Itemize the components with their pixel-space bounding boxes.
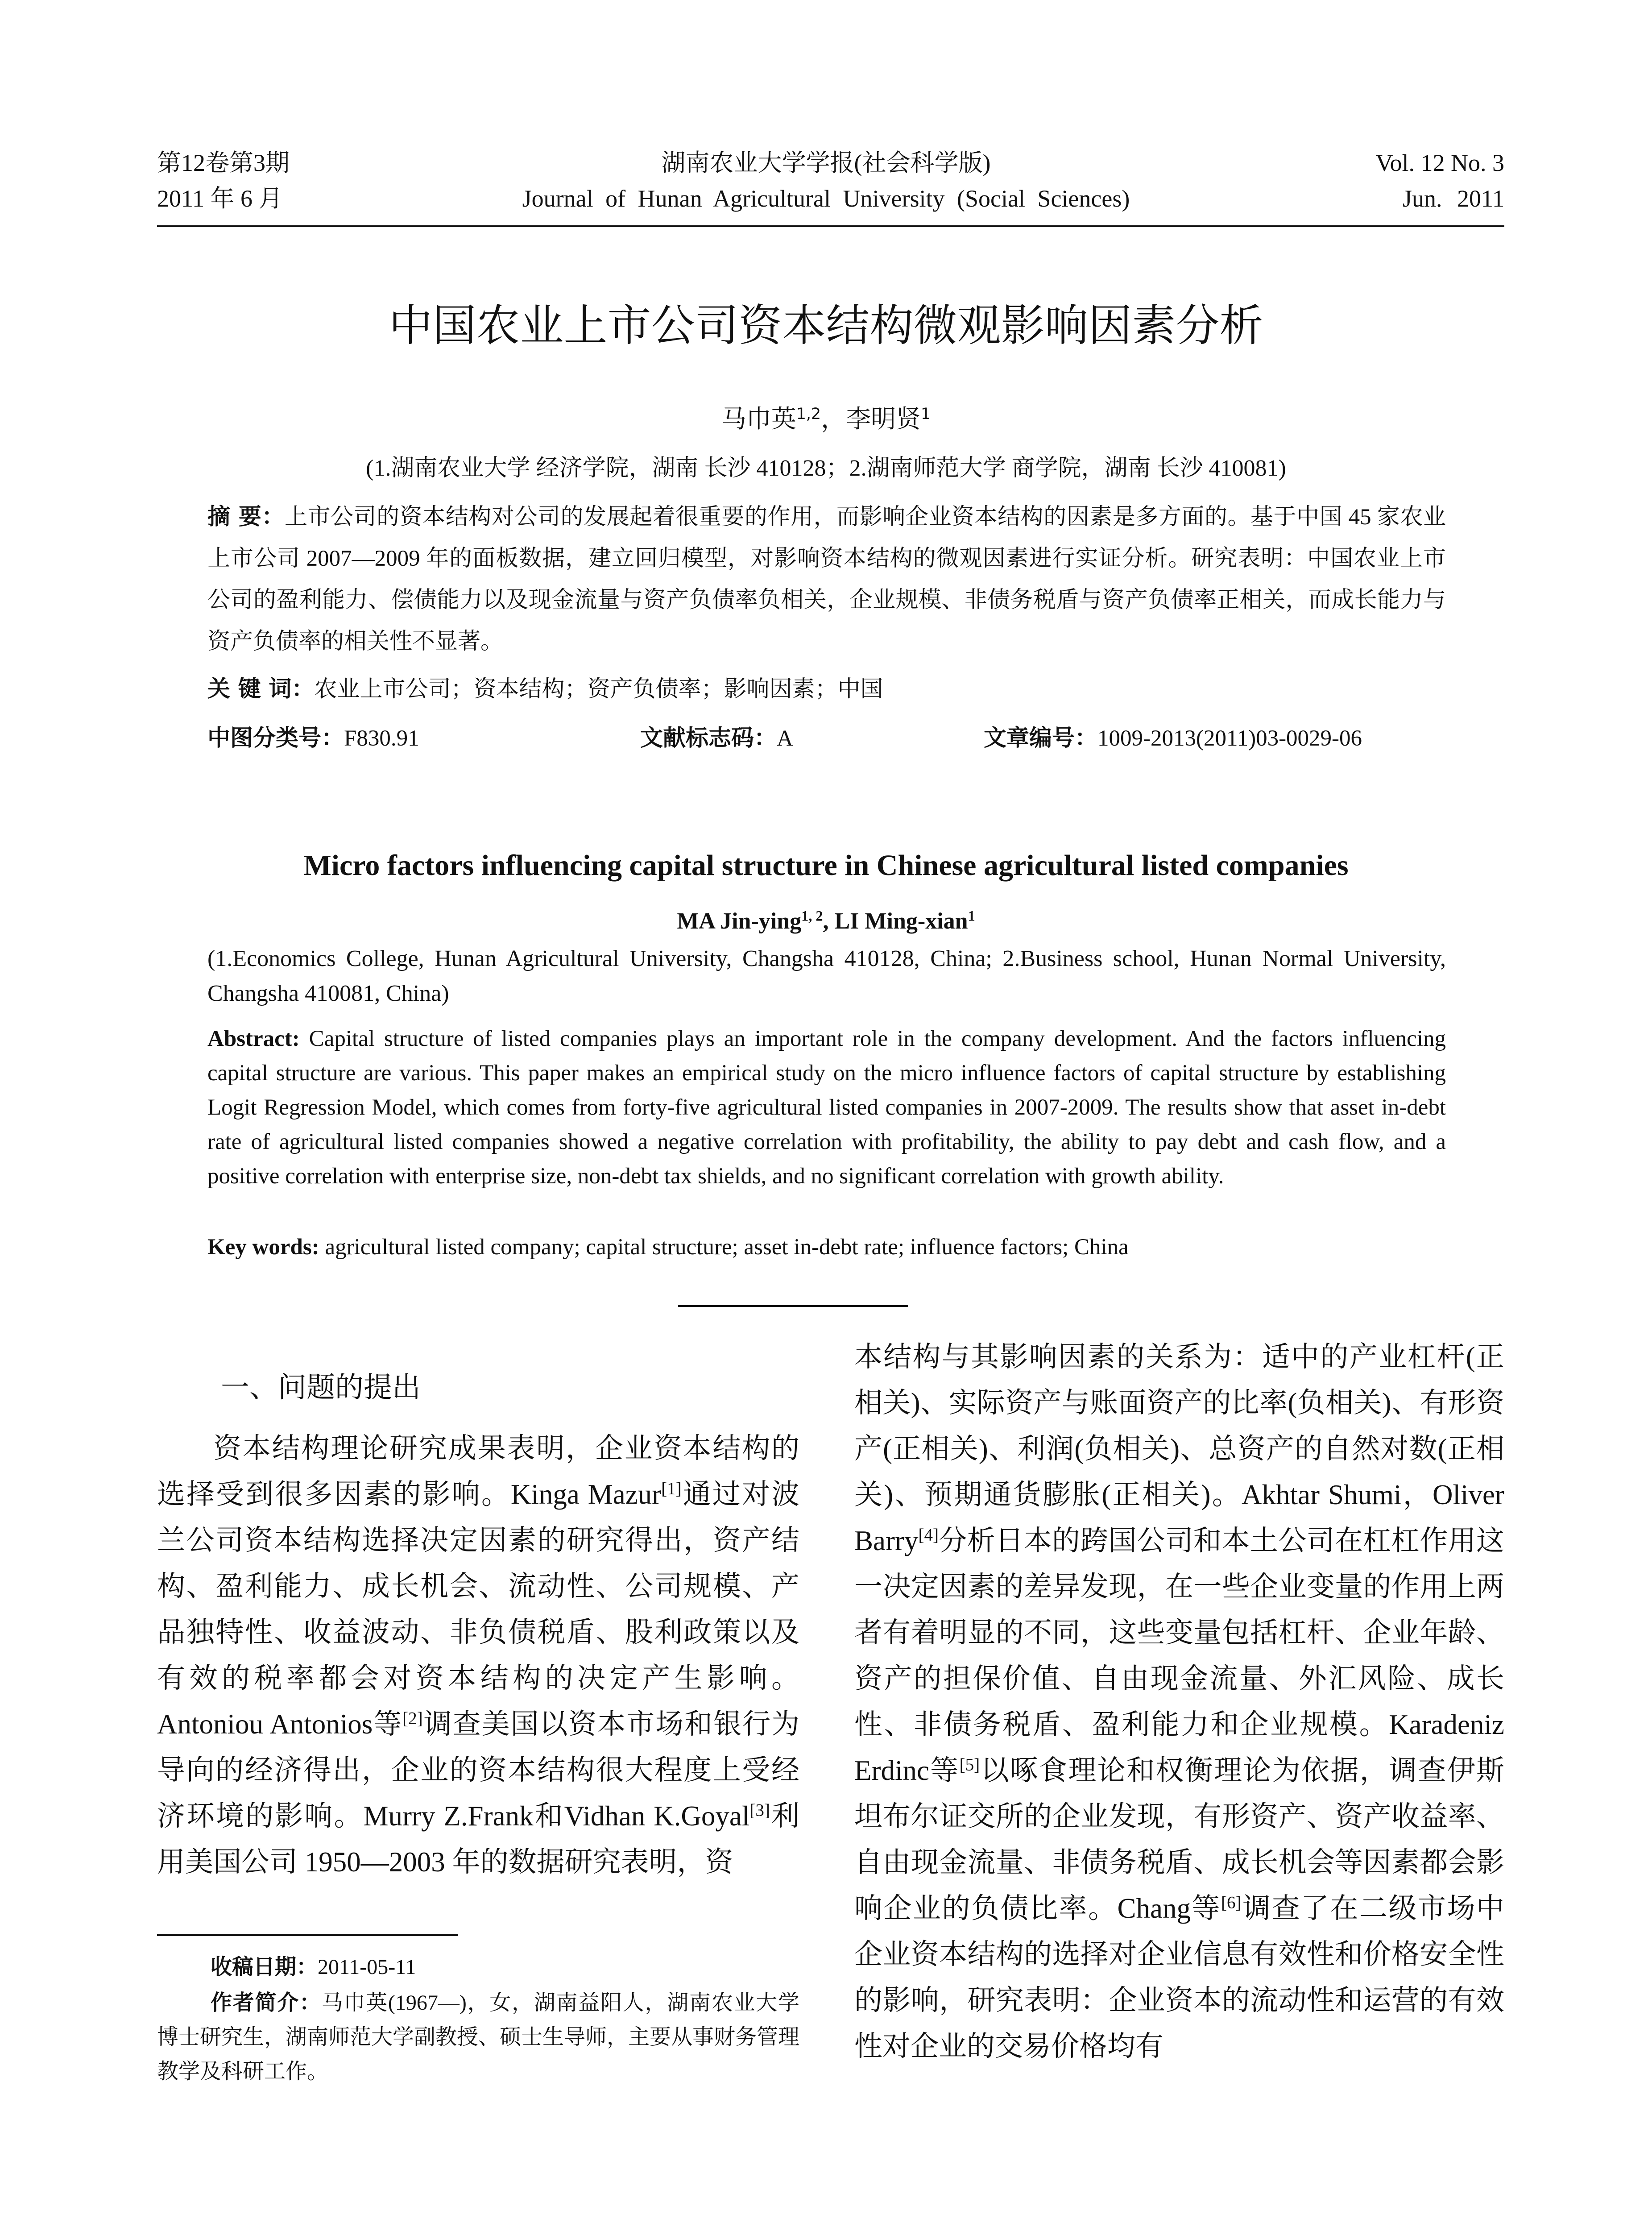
article-title-en: Micro factors influencing capital structure in Chinese agricultural listed companies xyxy=(303,849,1349,882)
right-para-text-2: 分析日本的跨国公司和本土公司在杠杠作用这一决定因素的差异发现，在一些企业变量的作用上两者有着明显的不同，这些变量包括杠杆、企业年龄、资产的担保价值、自由现金流量、外汇风险、成长性、非债务税盾、盈利能力和企业规模。Karadeniz Erdinc等 xyxy=(854,1525,1504,1786)
publication-date: 2011 年 6 月 xyxy=(157,185,283,212)
author-bio xyxy=(157,1986,799,2089)
left-para-text-4: 利用美国公司 1950—2003 年的数据研究表明，资 xyxy=(157,1800,800,1878)
authors-en xyxy=(0,904,1652,939)
citation-5: [5] xyxy=(959,1755,980,1775)
author-1-name: 马巾英 xyxy=(721,405,796,434)
journal-name-en: Journal of Hunan Agricultural University (Social Sciences) xyxy=(522,185,1130,212)
citation-2: [2] xyxy=(402,1708,423,1728)
citation-6: [6] xyxy=(1221,1893,1242,1912)
article-number-label: 文章编号： xyxy=(984,725,1098,751)
keywords-cn xyxy=(207,672,1446,707)
document-code-label: 文献标志码： xyxy=(640,725,777,751)
citation-4: [4] xyxy=(918,1525,939,1545)
author-separator-en: , xyxy=(823,908,835,934)
abstract-en-text: Capital structure of listed companies plays an important role in the company development. And the factors influencing capital structure are various. This paper makes an empirical study on the micro influence factors of capital structure by establishing Logit Regression Model, which comes from forty-five agricultural listed companies in 2007-2009. The results show that asset in-debt rate of agricultural listed companies showed a negative correlation with profitability, the ability to pay debt and cash flow, and a positive correlation with enterprise size, non-debt tax shields, and no significant correlation with growth ability. xyxy=(207,1026,1446,1189)
section-heading: 一、问题的提出 xyxy=(221,1371,421,1404)
author-1-name-en: MA Jin-ying xyxy=(677,908,802,934)
author-2-name-en: LI Ming-xian xyxy=(834,908,968,934)
author-2-affil-sup-en: 1 xyxy=(968,908,975,924)
left-para-text-2: 通过对波兰公司资本结构选择决定因素的研究得出，资产结构、盈利能力、成长机会、流动性、公司规模、产品独特性、收益波动、非负债税盾、股利政策以及有效的税率都会对资本结构的决定产生影响。Antoniou Antonios等 xyxy=(157,1479,799,1740)
author-2-name: 李明贤 xyxy=(846,405,921,434)
abstract-cn-label: 摘 要： xyxy=(207,504,285,530)
header-rule xyxy=(157,225,1504,227)
clc-number xyxy=(207,721,419,756)
document-code xyxy=(640,721,793,756)
body-column-left xyxy=(157,1426,799,1885)
keywords-en xyxy=(207,1229,1446,1265)
document-code-value: A xyxy=(777,726,793,751)
received-date-label: 收稿日期： xyxy=(211,1954,318,1979)
author-1-affil-sup-en: 1, 2 xyxy=(801,908,823,924)
citation-3: [3] xyxy=(749,1800,770,1820)
keywords-en-label: Key words: xyxy=(207,1235,319,1260)
date-en: Jun. 2011 xyxy=(1402,185,1504,212)
author-separator: ， xyxy=(821,405,846,434)
footnote-rule xyxy=(157,1934,458,1936)
abstract-cn-text: 上市公司的资本结构对公司的发展起着很重要的作用，而影响企业资本结构的因素是多方面的。基于中国 45 家农业上市公司 2007—2009 年的面板数据，建立回归模型，对影响资本结构的微观因素进行实证分析。研究表明：中国农业上市公司的盈利能力、偿债能力以及现金流量与资产负债率负相关，企业规模、非债务税盾与资产负债率正相关，而成长能力与资产负债率的相关性不显著。 xyxy=(207,505,1446,654)
clc-label: 中图分类号： xyxy=(207,725,344,751)
citation-1: [1] xyxy=(661,1479,682,1498)
article-number xyxy=(984,721,1362,756)
abstract-en-label: Abstract: xyxy=(207,1026,300,1051)
author-bio-text: 马巾英(1967—)，女，湖南益阳人，湖南农业大学博士研究生，湖南师范大学副教授、硕士生导师，主要从事财务管理教学及科研工作。 xyxy=(157,1991,800,2083)
right-para-text-1: 本结构与其影响因素的关系为：适中的产业杠杆(正相关)、实际资产与账面资产的比率(负相关)、有形资产(正相关)、利润(负相关)、总资产的自然对数(正相关)、预期通货膨胀(正相关)。Akhtar Shumi，Oliver Barry xyxy=(854,1341,1504,1556)
keywords-cn-text: 农业上市公司；资本结构；资产负债率；影响因素；中国 xyxy=(314,677,883,702)
affiliation-en: (1.Economics College, Hunan Agricultural University, Changsha 410128, China; 2.Business school, Hunan Normal University, Changsha 410081, China) xyxy=(207,946,1446,1006)
author-1-affil-sup: 1,2 xyxy=(796,405,821,423)
received-date xyxy=(157,1950,799,1984)
abstract-cn xyxy=(207,496,1446,663)
article-number-value: 1009-2013(2011)03-0029-06 xyxy=(1097,726,1362,751)
received-date-value: 2011-05-11 xyxy=(318,1955,416,1979)
right-para-text-3: 以啄食理论和权衡理论为依据，调查伊斯坦布尔证交所的企业发现，有形资产、资产收益率、自由现金流量、非债务税盾、成长机会等因素都会影响企业的负债比率。Chang等 xyxy=(854,1755,1505,1924)
author-bio-label: 作者简介： xyxy=(211,1990,322,2015)
body-column-right xyxy=(854,1334,1504,2069)
article-title-cn: 中国农业上市公司资本结构微观影响因素分析 xyxy=(389,300,1263,351)
left-para-text-1: 资本结构理论研究成果表明，企业资本结构的选择受到很多因素的影响。Kinga Mazur xyxy=(157,1433,799,1510)
authors-cn xyxy=(0,402,1652,437)
journal-name-cn: 湖南农业大学学报(社会科学版) xyxy=(661,149,991,176)
keywords-cn-label: 关 键 词： xyxy=(207,676,315,702)
abstract-en xyxy=(207,1022,1446,1194)
section-divider xyxy=(678,1305,908,1307)
author-2-affil-sup: 1 xyxy=(921,405,931,423)
volume-issue: 第12卷第3期 xyxy=(157,149,290,176)
right-para-text-4: 调查了在二级市场中企业资本结构的选择对企业信息有效性和价格安全性的影响，研究表明：企业资本的流动性和运营的有效性对企业的交易价格均有 xyxy=(854,1893,1505,2062)
volume-en: Vol. 12 No. 3 xyxy=(1375,149,1504,176)
affiliation-cn: (1.湖南农业大学 经济学院，湖南 长沙 410128；2.湖南师范大学 商学院，湖南 长沙 410081) xyxy=(366,456,1286,481)
left-para-text-3: 调查美国以资本市场和银行为导向的经济得出，企业的资本结构很大程度上受经济环境的影响。Murry Z.Frank和Vidhan K.Goyal xyxy=(157,1708,799,1832)
keywords-en-text: agricultural listed company; capital structure; asset in-debt rate; influence factors; China xyxy=(319,1235,1129,1260)
clc-value: F830.91 xyxy=(344,726,419,751)
